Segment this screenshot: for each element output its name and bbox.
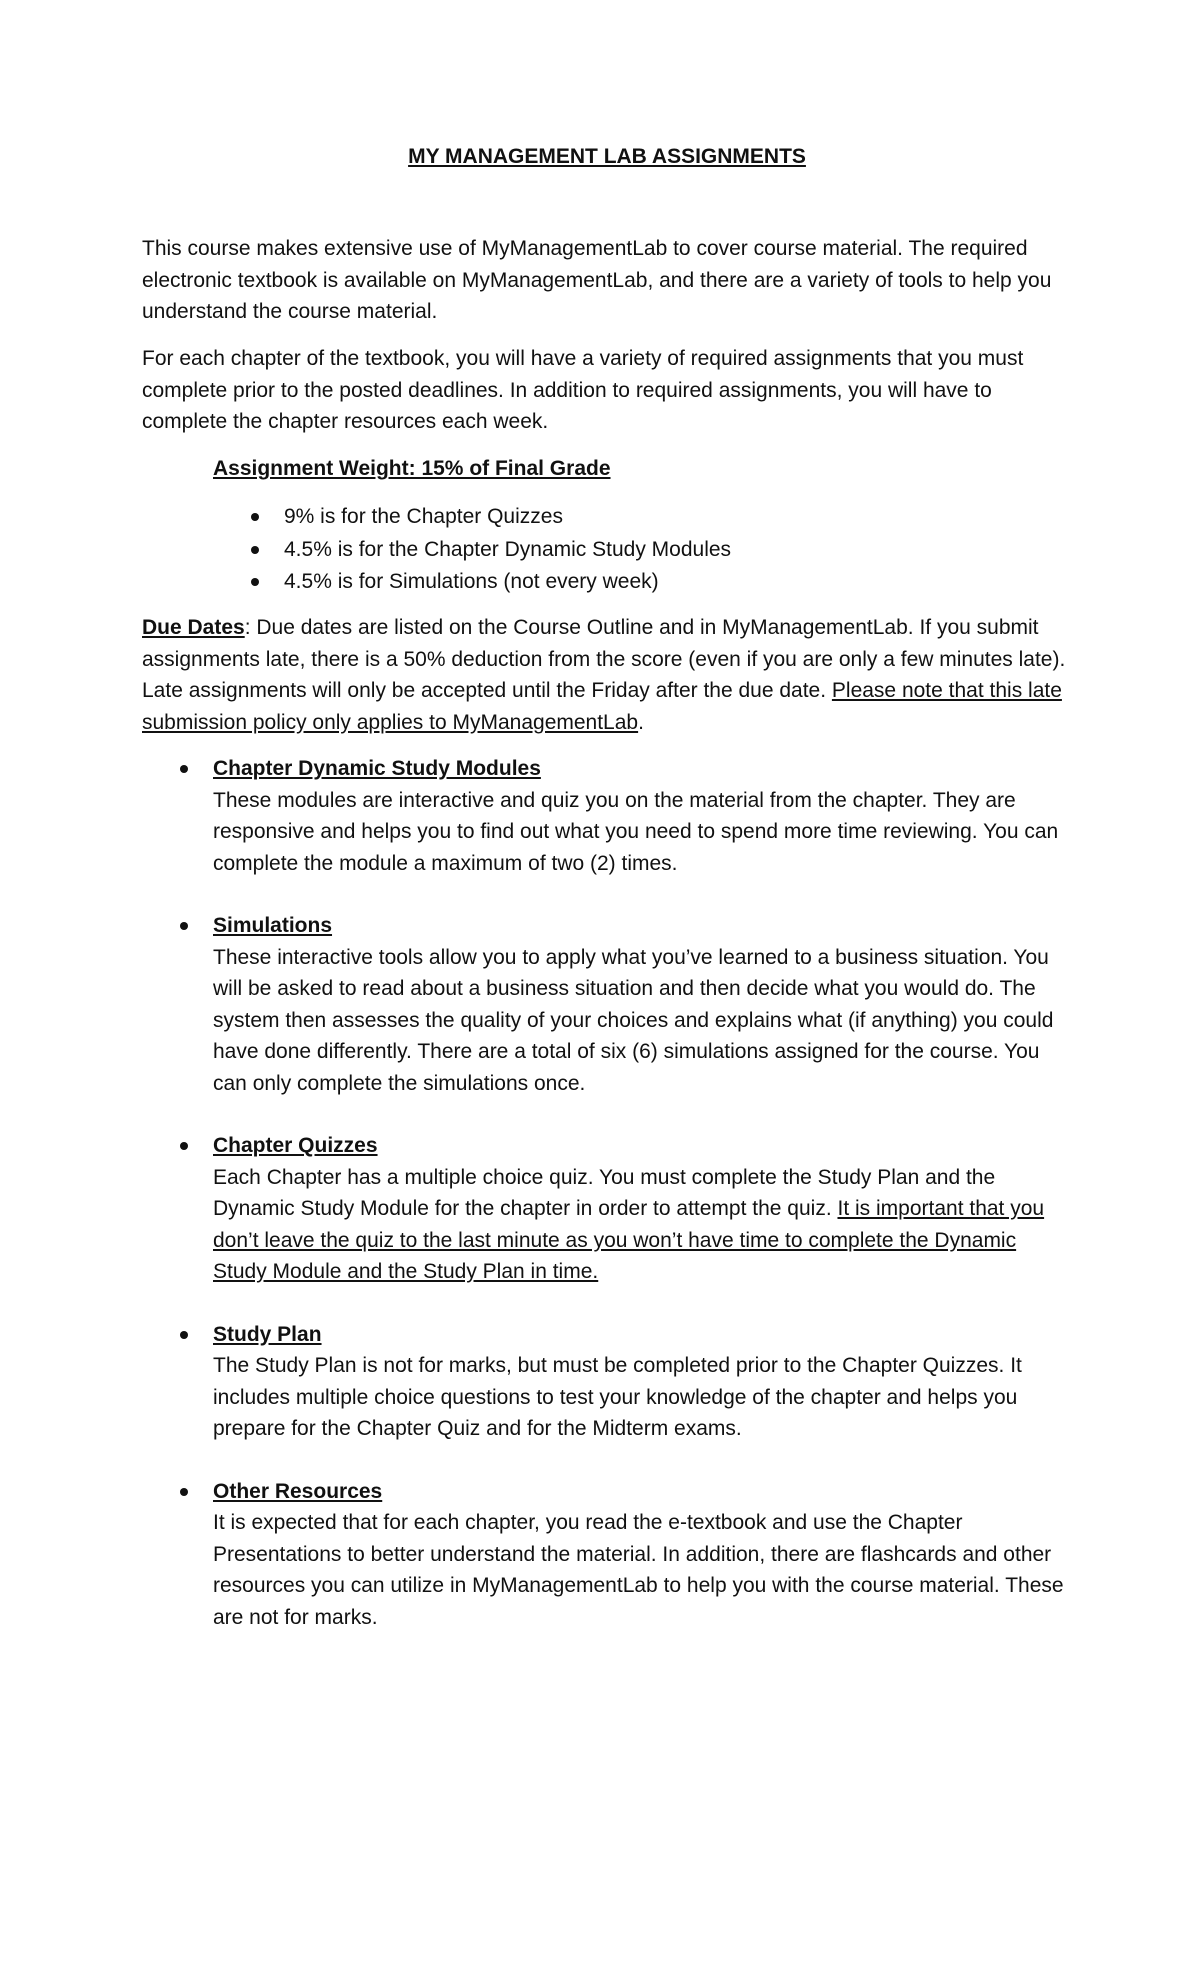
section-text: [213, 942, 1072, 1100]
section-body: Each Chapter has a multiple choice quiz. You must complete the Study Plan and the Dynamic Study Module for the chapter in order to attempt the quiz.: [213, 1165, 996, 1220]
bullet-icon: [251, 546, 259, 554]
section-title: Chapter Dynamic Study Modules: [213, 757, 541, 780]
due-dates-text: Due dates are listed on the Course Outline and in MyManagementLab. If you submit assignments late, there is a 50% deduction from the score (even if you are only a few minutes late). Late assignments will only be accepted until the Friday after the due date.: [142, 616, 1066, 702]
section-body: The Study Plan is not for marks, but must be completed prior to the Chapter Quizzes. It includes multiple choice questions to test your knowledge of the chapter and helps you prepare for the Chapter Quiz and for the Midterm exams.: [213, 1354, 1022, 1440]
assignment-sections-list: [142, 753, 1072, 1664]
weight-item: [213, 501, 731, 534]
due-dates-end: .: [638, 710, 644, 734]
intro-paragraph-2: For each chapter of the textbook, you will have a variety of required assignments that you must complete prior to the posted deadlines. In addition to required assignments, you will have to complete the chapter resources each week.: [142, 347, 1024, 433]
section-text: [213, 1350, 1072, 1445]
weight-item: [213, 566, 731, 599]
weight-item: [213, 534, 731, 567]
late-policy-note: Please note that this late submission policy only applies to MyManagementLab: [142, 679, 1062, 734]
bullet-icon: [180, 922, 188, 930]
weight-item-text: 9% is for the Chapter Quizzes: [284, 505, 563, 528]
assignment-weight-list: [213, 501, 731, 599]
section-chapter-quizzes: [142, 1130, 1072, 1288]
section-title: Simulations: [213, 914, 333, 937]
due-dates-label: Due Dates: [142, 616, 245, 639]
bullet-icon: [180, 1488, 188, 1496]
due-dates-paragraph: [142, 612, 1072, 738]
intro-paragraph-1: This course makes extensive use of MyManagementLab to cover course material. The required electronic textbook is available on MyManagementLab, and there are a variety of tools to help you understand the course material.: [142, 237, 1052, 323]
bullet-icon: [180, 1142, 188, 1150]
weight-item-text: 4.5% is for the Chapter Dynamic Study Modules: [284, 537, 732, 561]
bullet-icon: [180, 765, 188, 773]
section-study-plan: [142, 1319, 1072, 1445]
section-dynamic-study-modules: [142, 753, 1072, 879]
section-title: Chapter Quizzes: [213, 1134, 378, 1157]
weight-item-text: 4.5% is for Simulations (not every week): [284, 570, 659, 593]
section-text: [213, 1507, 1072, 1633]
section-body: These interactive tools allow you to apply what you’ve learned to a business situation. You will be asked to read about a business situation and then decide what you would do. The system then assesses the quality of your choices and explains what (if anything) you could have done differently. There are a total of six (6) simulations assigned for the course. You can only complete the simulations once.: [213, 945, 1054, 1095]
section-simulations: [142, 910, 1072, 1099]
section-other-resources: [142, 1476, 1072, 1634]
bullet-icon: [251, 513, 259, 521]
section-title: Other Resources: [213, 1479, 383, 1503]
section-title: Study Plan: [213, 1322, 322, 1346]
assignment-weight-heading: Assignment Weight: 15% of Final Grade: [213, 457, 611, 480]
bullet-icon: [251, 578, 259, 586]
bullet-icon: [180, 1331, 188, 1339]
section-text: [213, 1162, 1072, 1288]
section-body: These modules are interactive and quiz you on the material from the chapter. They are responsive and helps you to find out what you need to spend more time reviewing. You can complete the module a maximum of two (2) times.: [213, 788, 1059, 875]
section-text: [213, 785, 1072, 880]
section-body: It is expected that for each chapter, you read the e-textbook and use the Chapter Presentations to better understand the material. In addition, there are flashcards and other resources you can utilize in MyManagementLab to help you with the course material. These are not for marks.: [213, 1511, 1064, 1629]
section-underlined: It is important that you don’t leave the quiz to the last minute as you won’t have time to complete the Dynamic Study Module and the Study Plan in time.: [213, 1197, 1045, 1283]
due-dates-colon: :: [244, 616, 251, 639]
page-title: MY MANAGEMENT LAB ASSIGNMENTS: [408, 145, 806, 168]
